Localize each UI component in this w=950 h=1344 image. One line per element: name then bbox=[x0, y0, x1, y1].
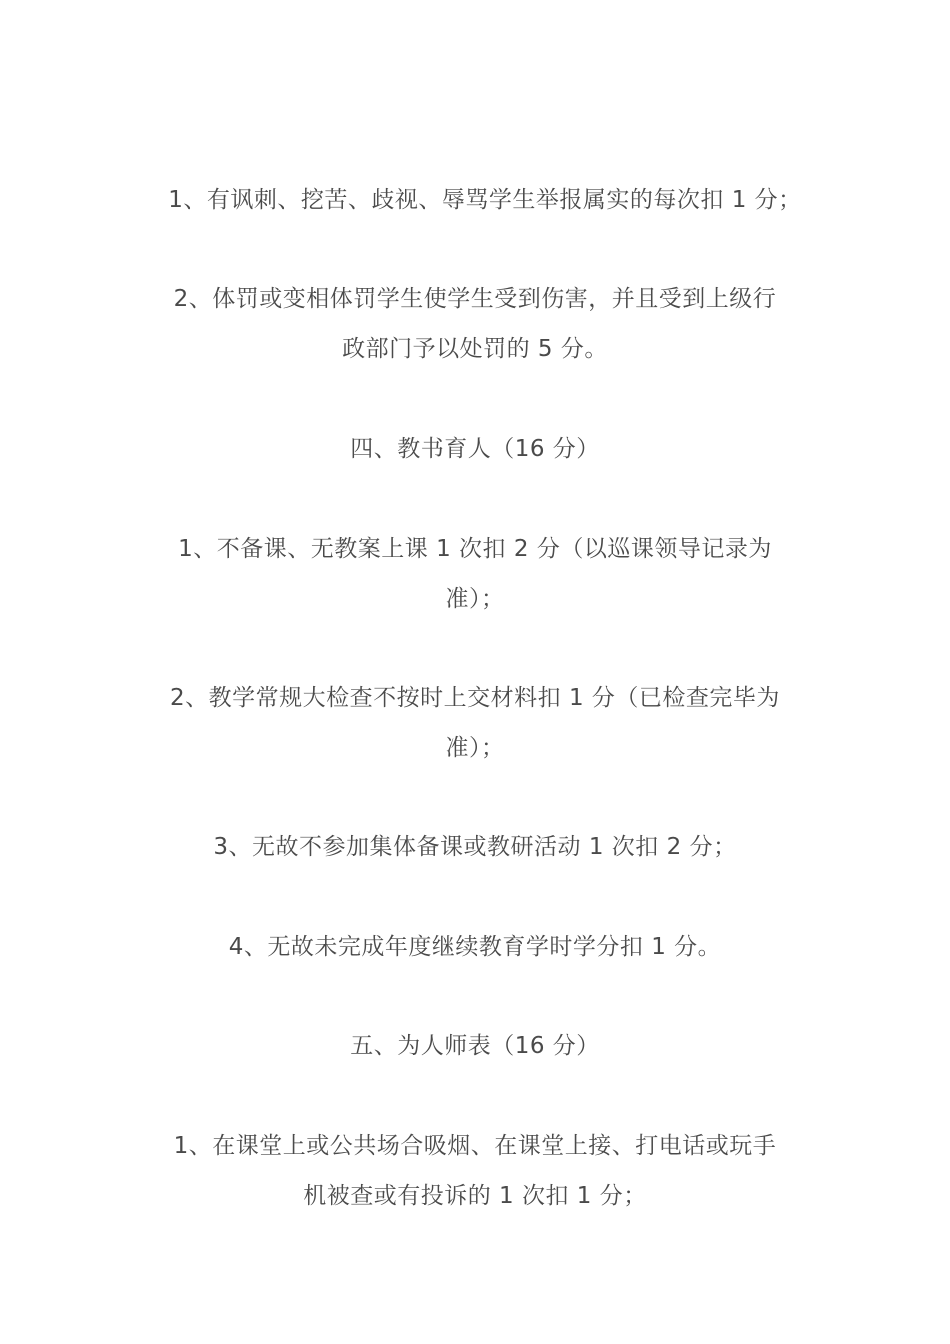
paragraph-line: 1、有讽刺、挖苦、歧视、辱骂学生举报属实的每次扣 1 分； bbox=[168, 187, 802, 213]
paragraph-line: 1、在课堂上或公共场合吸烟、在课堂上接、打电话或玩手 bbox=[173, 1133, 777, 1159]
paragraph-line: 1、不备课、无教案上课 1 次扣 2 分（以巡课领导记录为 bbox=[178, 536, 772, 562]
rule-item-skip-collective-prep bbox=[140, 822, 810, 872]
rule-item-corporal-punishment bbox=[140, 274, 810, 374]
paragraph-line: 政部门予以处罚的 5 分。 bbox=[342, 336, 608, 362]
paragraph-line: 准）； bbox=[445, 735, 505, 761]
section-heading-teaching bbox=[140, 424, 810, 474]
paragraph-line: 2、体罚或变相体罚学生使学生受到伤害，并且受到上级行 bbox=[173, 286, 777, 312]
section-heading-role-model bbox=[140, 1021, 810, 1071]
rule-item-continuing-education bbox=[140, 922, 810, 972]
section-heading-text: 五、为人师表（16 分） bbox=[350, 1033, 600, 1059]
rule-item-no-lesson-plan bbox=[140, 524, 810, 624]
rule-item-late-materials bbox=[140, 673, 810, 773]
rule-item-mockery bbox=[145, 175, 825, 225]
paragraph-line: 2、教学常规大检查不按时上交材料扣 1 分（已检查完毕为 bbox=[170, 685, 780, 711]
paragraph-line: 4、无故未完成年度继续教育学时学分扣 1 分。 bbox=[228, 934, 722, 960]
paragraph-line: 机被查或有投诉的 1 次扣 1 分； bbox=[303, 1183, 647, 1209]
rule-item-smoking-phone bbox=[140, 1121, 810, 1221]
paragraph-line: 准）； bbox=[445, 586, 505, 612]
section-heading-text: 四、教书育人（16 分） bbox=[350, 436, 600, 462]
paragraph-line: 3、无故不参加集体备课或教研活动 1 次扣 2 分； bbox=[213, 834, 737, 860]
